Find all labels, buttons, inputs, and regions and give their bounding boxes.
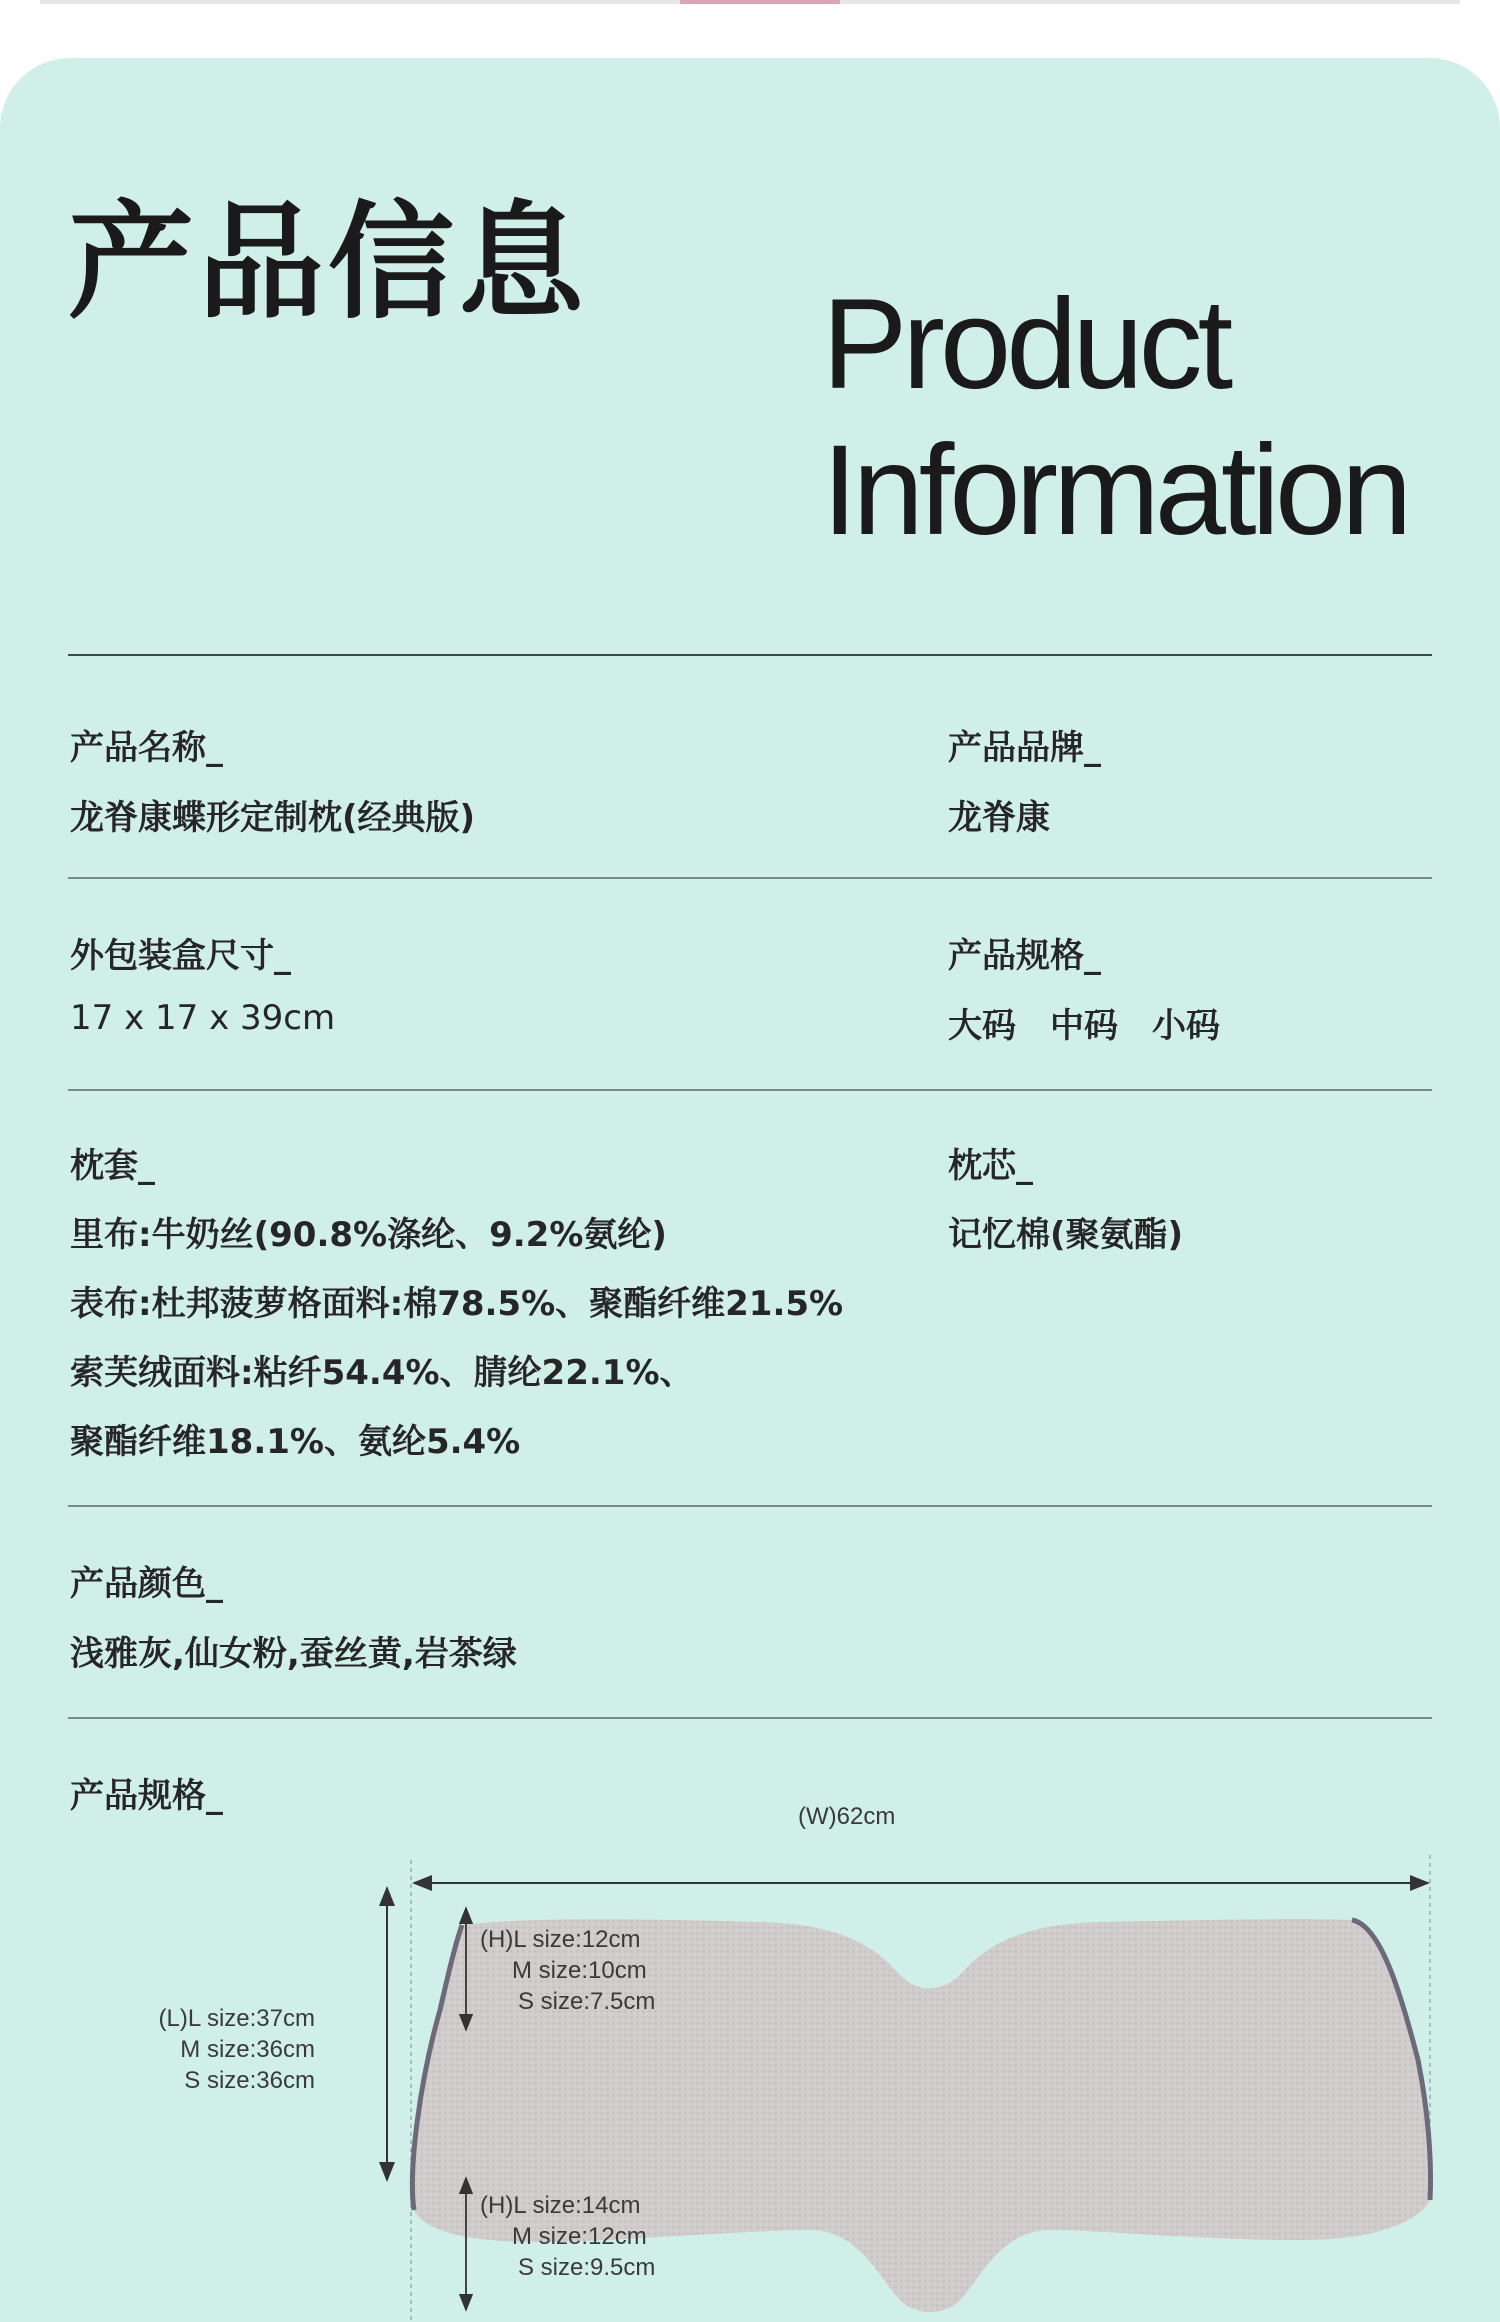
- spec-medium: 中码: [1050, 1006, 1118, 1046]
- title-en-line1: Product: [822, 273, 1229, 416]
- bottom-height-s: S size:9.5cm: [518, 2254, 656, 2281]
- color-label: 产品颜色_: [70, 1564, 223, 1604]
- row-divider-4: [68, 1717, 1432, 1719]
- name-value: 龙脊康蝶形定制枕(经典版): [70, 798, 476, 838]
- core-value: 记忆棉(聚氨酯): [948, 1215, 1184, 1255]
- row-divider-1: [68, 877, 1432, 879]
- length-l: (L)L size:37cm: [158, 2005, 315, 2032]
- spec-values: [948, 998, 1254, 1047]
- page-title-en: [822, 272, 1407, 564]
- size-label: 产品规格_: [70, 1776, 223, 1816]
- top-strip-accent: [680, 0, 840, 4]
- cover-line: 聚酯纤维18.1%、氨纶5.4%: [70, 1422, 521, 1462]
- spec-large: 大码: [948, 1006, 1016, 1046]
- top-height-m: M size:10cm: [512, 1957, 647, 1984]
- cover-label: 枕套_: [70, 1146, 155, 1186]
- spec-small: 小码: [1152, 1006, 1220, 1046]
- cover-line: 索芙绒面料:粘纤54.4%、腈纶22.1%、: [70, 1353, 694, 1393]
- cover-line: 里布:牛奶丝(90.8%涤纶、9.2%氨纶): [70, 1215, 667, 1255]
- page-title-cn: 产品信息: [68, 189, 588, 336]
- top-height-labels: [480, 1924, 655, 2017]
- top-height-s: S size:7.5cm: [518, 1988, 656, 2015]
- header-divider: [68, 654, 1432, 656]
- width-label: (W)62cm: [798, 1803, 896, 1830]
- cover-line: 表布:杜邦菠萝格面料:棉78.5%、聚酯纤维21.5%: [70, 1284, 844, 1324]
- top-strip: [40, 0, 1460, 4]
- title-en-line2: Information: [822, 419, 1408, 562]
- box-size-label: 外包装盒尺寸_: [70, 936, 291, 976]
- brand-value: 龙脊康: [948, 798, 1050, 838]
- core-label: 枕芯_: [948, 1146, 1033, 1186]
- box-size-value: 17 x 17 x 39cm: [70, 998, 336, 1038]
- length-s: S size:36cm: [184, 2067, 315, 2094]
- color-value: 浅雅灰,仙女粉,蚕丝黄,岩茶绿: [70, 1634, 517, 1674]
- name-label: 产品名称_: [70, 728, 223, 768]
- bottom-height-m: M size:12cm: [512, 2223, 647, 2250]
- bottom-height-l: (H)L size:14cm: [480, 2192, 641, 2219]
- spec-label: 产品规格_: [948, 936, 1101, 976]
- row-divider-3: [68, 1505, 1432, 1507]
- brand-label: 产品品牌_: [948, 728, 1101, 768]
- length-m: M size:36cm: [180, 2036, 315, 2063]
- row-divider-2: [68, 1089, 1432, 1091]
- bottom-height-labels: [480, 2190, 655, 2283]
- length-labels: [140, 2003, 315, 2096]
- top-height-l: (H)L size:12cm: [480, 1926, 641, 1953]
